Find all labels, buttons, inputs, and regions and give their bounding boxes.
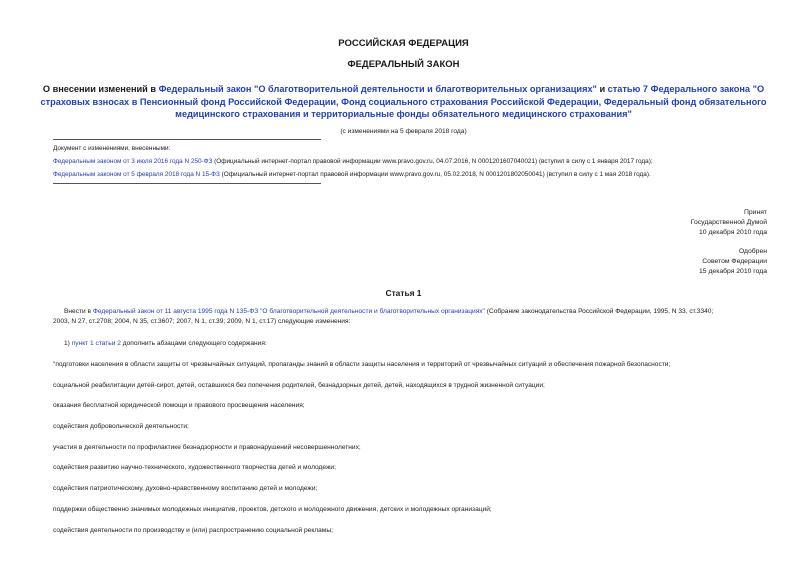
divider-top — [53, 139, 321, 140]
changes-intro: Документ с изменениями, внесенными: — [53, 145, 171, 152]
item-1 — [64, 339, 784, 349]
approved-body: Советом Федерации — [702, 258, 767, 265]
item-1-link[interactable]: пункт 1 статьи 2 — [71, 340, 121, 347]
intro-link-law[interactable]: Федеральный закон от 11 августа 1995 года N 135-ФЗ "О благотворительной деятельности и благотворительных организациях" — [92, 308, 485, 315]
list-item: содействия патриотическому, духовно-нравственному воспитанию детей и молодежи; — [53, 485, 318, 492]
change-item — [53, 169, 773, 182]
list-item: оказания бесплатной юридической помощи и правового просвещения населения; — [53, 402, 305, 409]
change-link[interactable]: Федеральным законом от 3 июля 2016 года N 250-ФЗ — [53, 157, 213, 165]
divider-bottom — [53, 183, 321, 184]
country-heading: РОССИЙСКАЯ ФЕДЕРАЦИЯ — [338, 38, 469, 49]
title-prefix: О внесении изменений в — [42, 84, 159, 94]
list-item: "подготовки населения в области защиты от чрезвычайных ситуаций, пропаганды знаний в области защиты населения и территорий от чрезвычайных ситуаций и обеспечения пожарной безопасности; — [53, 361, 671, 368]
accepted-date: 10 декабря 2010 года — [699, 229, 767, 236]
accepted-block — [567, 208, 767, 238]
accepted-body: Государственной Думой — [690, 219, 767, 226]
title-link-charity-law[interactable]: Федеральный закон "О благотворительной деятельности и благотворительных организациях" — [158, 84, 597, 94]
list-item: содействия развитию научно-технического, художественного творчества детей и молодежи; — [53, 464, 336, 471]
changes-block — [53, 143, 773, 181]
item-1-number: 1) — [64, 340, 72, 347]
edition-note: (с изменениями на 5 февраля 2018 года) — [340, 128, 467, 135]
approved-date: 15 декабря 2010 года — [699, 268, 767, 275]
intro-prefix: Внести в — [64, 308, 93, 315]
approved-label: Одобрен — [738, 248, 767, 255]
change-item — [53, 156, 773, 169]
change-link[interactable]: Федеральным законом от 5 февраля 2018 года N 15-ФЗ — [53, 170, 220, 178]
list-item: социальной реабилитации детей-сирот, детей, оставшихся без попечения родителей, безнадзорных детей, детей, находящихся в трудной жизненной ситуации; — [53, 382, 545, 389]
article-title: Статья 1 — [385, 288, 422, 298]
doc-type-heading: ФЕДЕРАЛЬНЫЙ ЗАКОН — [347, 59, 460, 70]
approved-block — [567, 247, 767, 277]
change-text: (Официальный интернет-портал правовой информации www.pravo.gov.ru, 05.02.2018, N 0001201802050041) (вступил в силу с 1 мая 2018 года). — [219, 170, 651, 178]
item-1-text: дополнить абзацами следующего содержания: — [120, 340, 267, 347]
intro-line2: 2003, N 27, ст.2708; 2004, N 35, ст.3607; 2007, N 1, ст.39; 2009, N 1, ст.17) следующие изменения: — [53, 318, 351, 326]
list-item: поддержки общественно значимых молодежных инициатив, проектов, детского и молодежного движения, детских и молодежных организаций; — [53, 506, 492, 513]
list-item: содействия деятельности по производству и (или) распространению социальной рекламы; — [53, 527, 333, 534]
title-link-insurance-law[interactable]: статью 7 Федерального закона "О страховых взносах в Пенсионный фонд Российской Федерации, Фонд социального страхования Российской Федерации, Федеральный фонд обязательного медицинского страхования и территориальные фонды обязательного медицинского страхования" — [40, 84, 767, 120]
list-item: участия в деятельности по профилактике безнадзорности и правонарушений несовершеннолетних; — [53, 444, 361, 451]
title-middle: и — [596, 84, 608, 94]
article-intro — [53, 307, 773, 327]
law-title — [40, 83, 767, 121]
accepted-label: Принят — [743, 209, 767, 216]
list-item: содействия добровольческой деятельности; — [53, 423, 189, 430]
intro-suffix: (Собрание законодательства Российской Федерации, 1995, N 33, ст.3340; — [484, 308, 714, 315]
change-text: (Официальный интернет-портал правовой информации www.pravo.gov.ru, 04.07.2016, N 0001201607040021) (вступил в силу с 1 января 2017 года); — [212, 157, 653, 165]
